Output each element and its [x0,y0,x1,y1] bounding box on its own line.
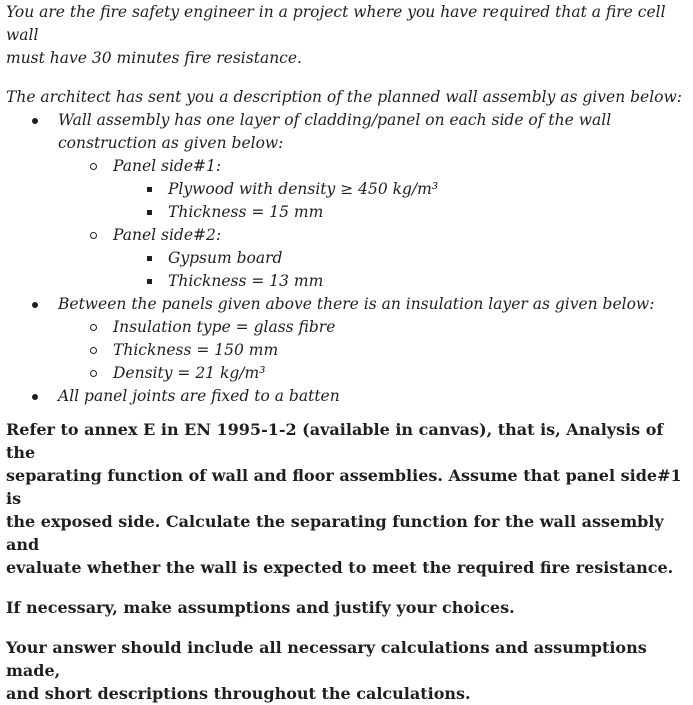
task-paragraph [6,418,687,579]
square-bullet-icon [147,279,152,284]
list-item [6,339,687,362]
list-item [6,316,687,339]
panel1-thickness: Thickness = 15 mm [168,203,324,221]
list-item [6,247,687,270]
square-bullet-icon [147,210,152,215]
list-item-text: All panel joints are fixed to a batten [58,387,340,405]
insulation-density: Density = 21 kg/m³ [113,364,266,382]
panel2-thickness: Thickness = 13 mm [168,272,324,290]
answer-paragraph [6,636,687,705]
panel2-material: Gypsum board [168,249,283,267]
answer-line: Your answer should include all necessary calculations and assumptions made, [6,638,647,680]
list-item [6,293,687,316]
hollow-circle-bullet-icon [90,324,97,331]
list-item [6,385,687,408]
wall-assembly-list [6,109,687,408]
list-item-text: Between the panels given above there is an insulation layer as given below: [58,295,655,313]
task-line: the exposed side. Calculate the separating function for the wall assembly and [6,512,664,554]
list-item [6,178,687,201]
task-line: Refer to annex E in EN 1995-1-2 (available in canvas), that is, Analysis of the [6,420,664,462]
task-line: separating function of wall and floor assemblies. Assume that panel side#1 is [6,466,682,508]
hollow-circle-bullet-icon [90,232,97,239]
panel1-material: Plywood with density ≥ 450 kg/m³ [168,180,439,198]
task-line: evaluate whether the wall is expected to meet the required fire resistance. [6,558,674,577]
panel1-label: Panel side#1: [113,157,222,175]
list-item [6,224,687,247]
intro-paragraph [6,0,687,70]
list-item [6,155,687,178]
filled-circle-bullet-icon [32,394,38,400]
wall-description [6,86,687,408]
filled-circle-bullet-icon [32,302,38,308]
intro-line: You are the fire safety engineer in a project where you have required that a fire cell wall [6,3,666,44]
list-item-text: Wall assembly has one layer of cladding/panel on each side of the wall [58,111,612,129]
list-item [6,201,687,224]
square-bullet-icon [147,256,152,261]
filled-circle-bullet-icon [32,118,38,124]
assumptions-line: If necessary, make assumptions and justify your choices. [6,598,515,617]
square-bullet-icon [147,187,152,192]
list-item [6,362,687,385]
intro-line: must have 30 minutes fire resistance. [6,49,302,67]
assumptions-paragraph [6,596,687,619]
hollow-circle-bullet-icon [90,370,97,377]
hollow-circle-bullet-icon [90,163,97,170]
list-item-text: construction as given below: [58,134,284,152]
insulation-type: Insulation type = glass fibre [113,318,336,336]
list-item [6,109,687,155]
answer-line: and short descriptions throughout the calculations. [6,684,471,703]
hollow-circle-bullet-icon [90,347,97,354]
architect-lead: The architect has sent you a description of the planned wall assembly as given below: [6,88,682,106]
list-item [6,270,687,293]
panel2-label: Panel side#2: [113,226,222,244]
insulation-thickness: Thickness = 150 mm [113,341,279,359]
